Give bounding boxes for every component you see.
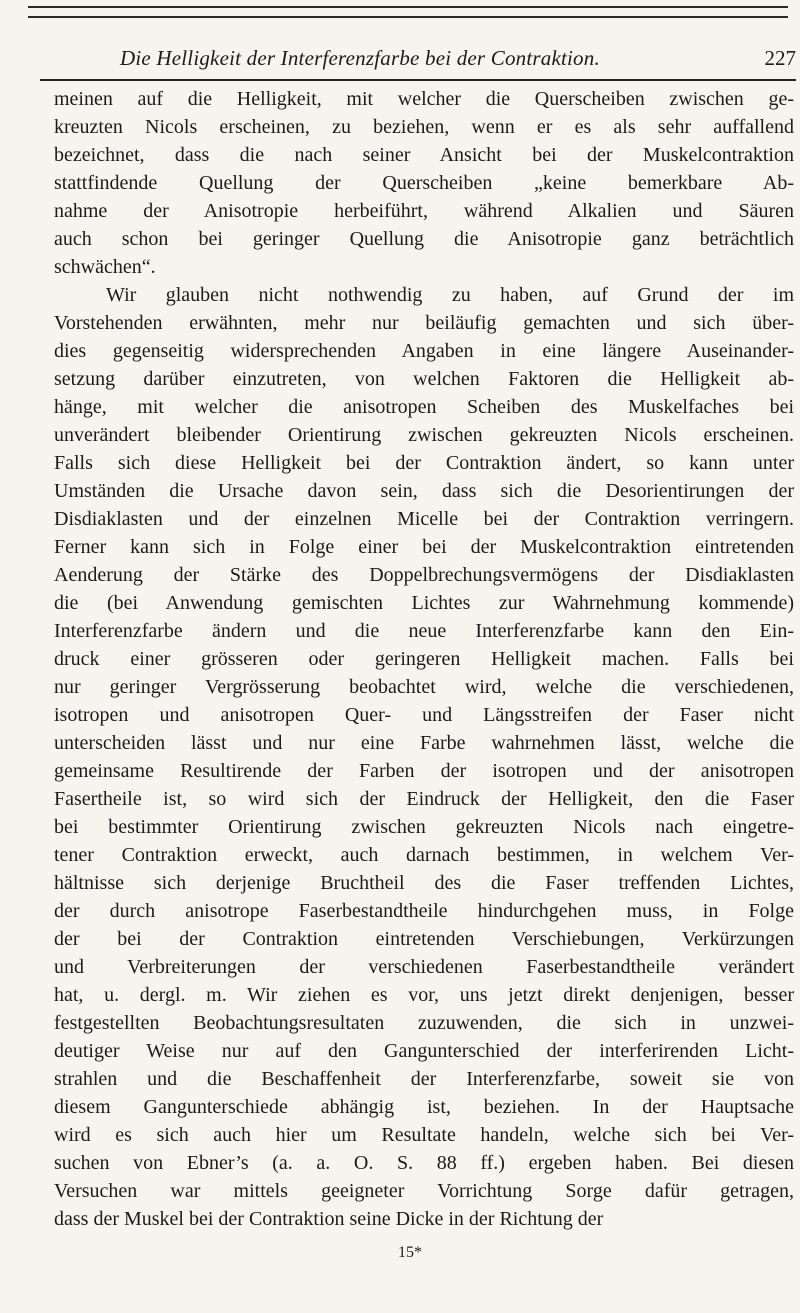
text-line: tener Contraktion erweckt, auch darnach bestimmen, in welchem Ver- xyxy=(54,844,794,866)
text-line: der bei der Contraktion eintretenden Verschiebungen, Verkürzungen xyxy=(54,928,794,950)
text-line: dass der Muskel bei der Contraktion seine Dicke in der Richtung der xyxy=(54,1208,604,1230)
text-line: Disdiaklasten und der einzelnen Micelle bei der Contraktion verringern. xyxy=(54,508,794,530)
text-line: schwächen“. xyxy=(54,256,156,278)
text-line: isotropen und anisotropen Quer- und Längsstreifen der Faser nicht xyxy=(54,704,794,726)
text-line: deutiger Weise nur auf den Gangunterschied der interferirenden Licht- xyxy=(54,1040,794,1062)
text-line: bezeichnet, dass die nach seiner Ansicht bei der Muskelcontraktion xyxy=(54,144,794,166)
text-line: und Verbreiterungen der verschiedenen Faserbestandtheile verändert xyxy=(54,956,794,978)
text-line: strahlen und die Beschaffenheit der Interferenzfarbe, soweit sie von xyxy=(54,1068,794,1090)
text-line: hat, u. dergl. m. Wir ziehen es vor, uns jetzt direkt denjenigen, besser xyxy=(54,984,794,1006)
text-line: Versuchen war mittels geeigneter Vorrichtung Sorge dafür getragen, xyxy=(54,1180,794,1202)
top-edge-rule xyxy=(28,6,788,8)
text-line: Ferner kann sich in Folge einer bei der Muskelcontraktion eintretenden xyxy=(54,536,794,558)
text-line: Wir glauben nicht nothwendig zu haben, auf Grund der im xyxy=(106,284,794,306)
running-head xyxy=(84,46,796,76)
text-line: Umständen die Ursache davon sein, dass sich die Desorientirungen der xyxy=(54,480,794,502)
text-line: stattfindende Quellung der Querscheiben „keine bemerkbare Ab- xyxy=(54,172,794,194)
text-line: hänge, mit welcher die anisotropen Scheiben des Muskelfaches bei xyxy=(54,396,794,418)
running-title: Die Helligkeit der Interferenzfarbe bei der Contraktion. xyxy=(120,46,600,70)
text-line: nahme der Anisotropie herbeiführt, während Alkalien und Säuren xyxy=(54,200,794,222)
text-line: hältnisse sich derjenige Bruchtheil des die Faser treffenden Lichtes, xyxy=(54,872,794,894)
text-line: festgestellten Beobachtungsresultaten zuzuwenden, die sich in unzwei- xyxy=(54,1012,794,1034)
text-line: wird es sich auch hier um Resultate handeln, welche sich bei Ver- xyxy=(54,1124,794,1146)
text-line: bei bestimmter Orientirung zwischen gekreuzten Nicols nach eingetre- xyxy=(54,816,794,838)
signature-mark: 15* xyxy=(398,1244,422,1261)
page-number: 227 xyxy=(764,46,796,70)
text-line: unterscheiden lässt und nur eine Farbe wahrnehmen lässt, welche die xyxy=(54,732,794,754)
text-line: nur geringer Vergrösserung beobachtet wird, welche die verschiedenen, xyxy=(54,676,794,698)
text-line: setzung darüber einzutreten, von welchen Faktoren die Helligkeit ab- xyxy=(54,368,794,390)
text-line: suchen von Ebner’s (a. a. O. S. 88 ff.) ergeben haben. Bei diesen xyxy=(54,1152,794,1174)
text-line: Interferenzfarbe ändern und die neue Interferenzfarbe kann den Ein- xyxy=(54,620,794,642)
text-line: Vorstehenden erwähnten, mehr nur beiläufig gemachten und sich über- xyxy=(54,312,794,334)
top-edge-rule-2 xyxy=(28,16,788,18)
header-rule xyxy=(40,79,796,81)
text-line: Fasertheile ist, so wird sich der Eindruck der Helligkeit, den die Faser xyxy=(54,788,794,810)
text-line: meinen auf die Helligkeit, mit welcher die Querscheiben zwischen ge- xyxy=(54,88,794,110)
text-line: Falls sich diese Helligkeit bei der Contraktion ändert, so kann unter xyxy=(54,452,794,474)
text-line: die (bei Anwendung gemischten Lichtes zur Wahrnehmung kommende) xyxy=(54,592,794,614)
text-line: der durch anisotrope Faserbestandtheile hindurchgehen muss, in Folge xyxy=(54,900,794,922)
text-line: unverändert bleibender Orientirung zwischen gekreuzten Nicols erscheinen. xyxy=(54,424,794,446)
text-line: Aenderung der Stärke des Doppelbrechungsvermögens der Disdiaklasten xyxy=(54,564,794,586)
text-line: kreuzten Nicols erscheinen, zu beziehen, wenn er es als sehr auffallend xyxy=(54,116,794,138)
text-line: druck einer grösseren oder geringeren Helligkeit machen. Falls bei xyxy=(54,648,794,670)
text-line: gemeinsame Resultirende der Farben der isotropen und der anisotropen xyxy=(54,760,794,782)
text-line: dies gegenseitig widersprechenden Angaben in eine längere Auseinander- xyxy=(54,340,794,362)
text-line: auch schon bei geringer Quellung die Anisotropie ganz beträchtlich xyxy=(54,228,794,250)
body-text xyxy=(54,85,794,1233)
text-line: diesem Gangunterschiede abhängig ist, beziehen. In der Hauptsache xyxy=(54,1096,794,1118)
